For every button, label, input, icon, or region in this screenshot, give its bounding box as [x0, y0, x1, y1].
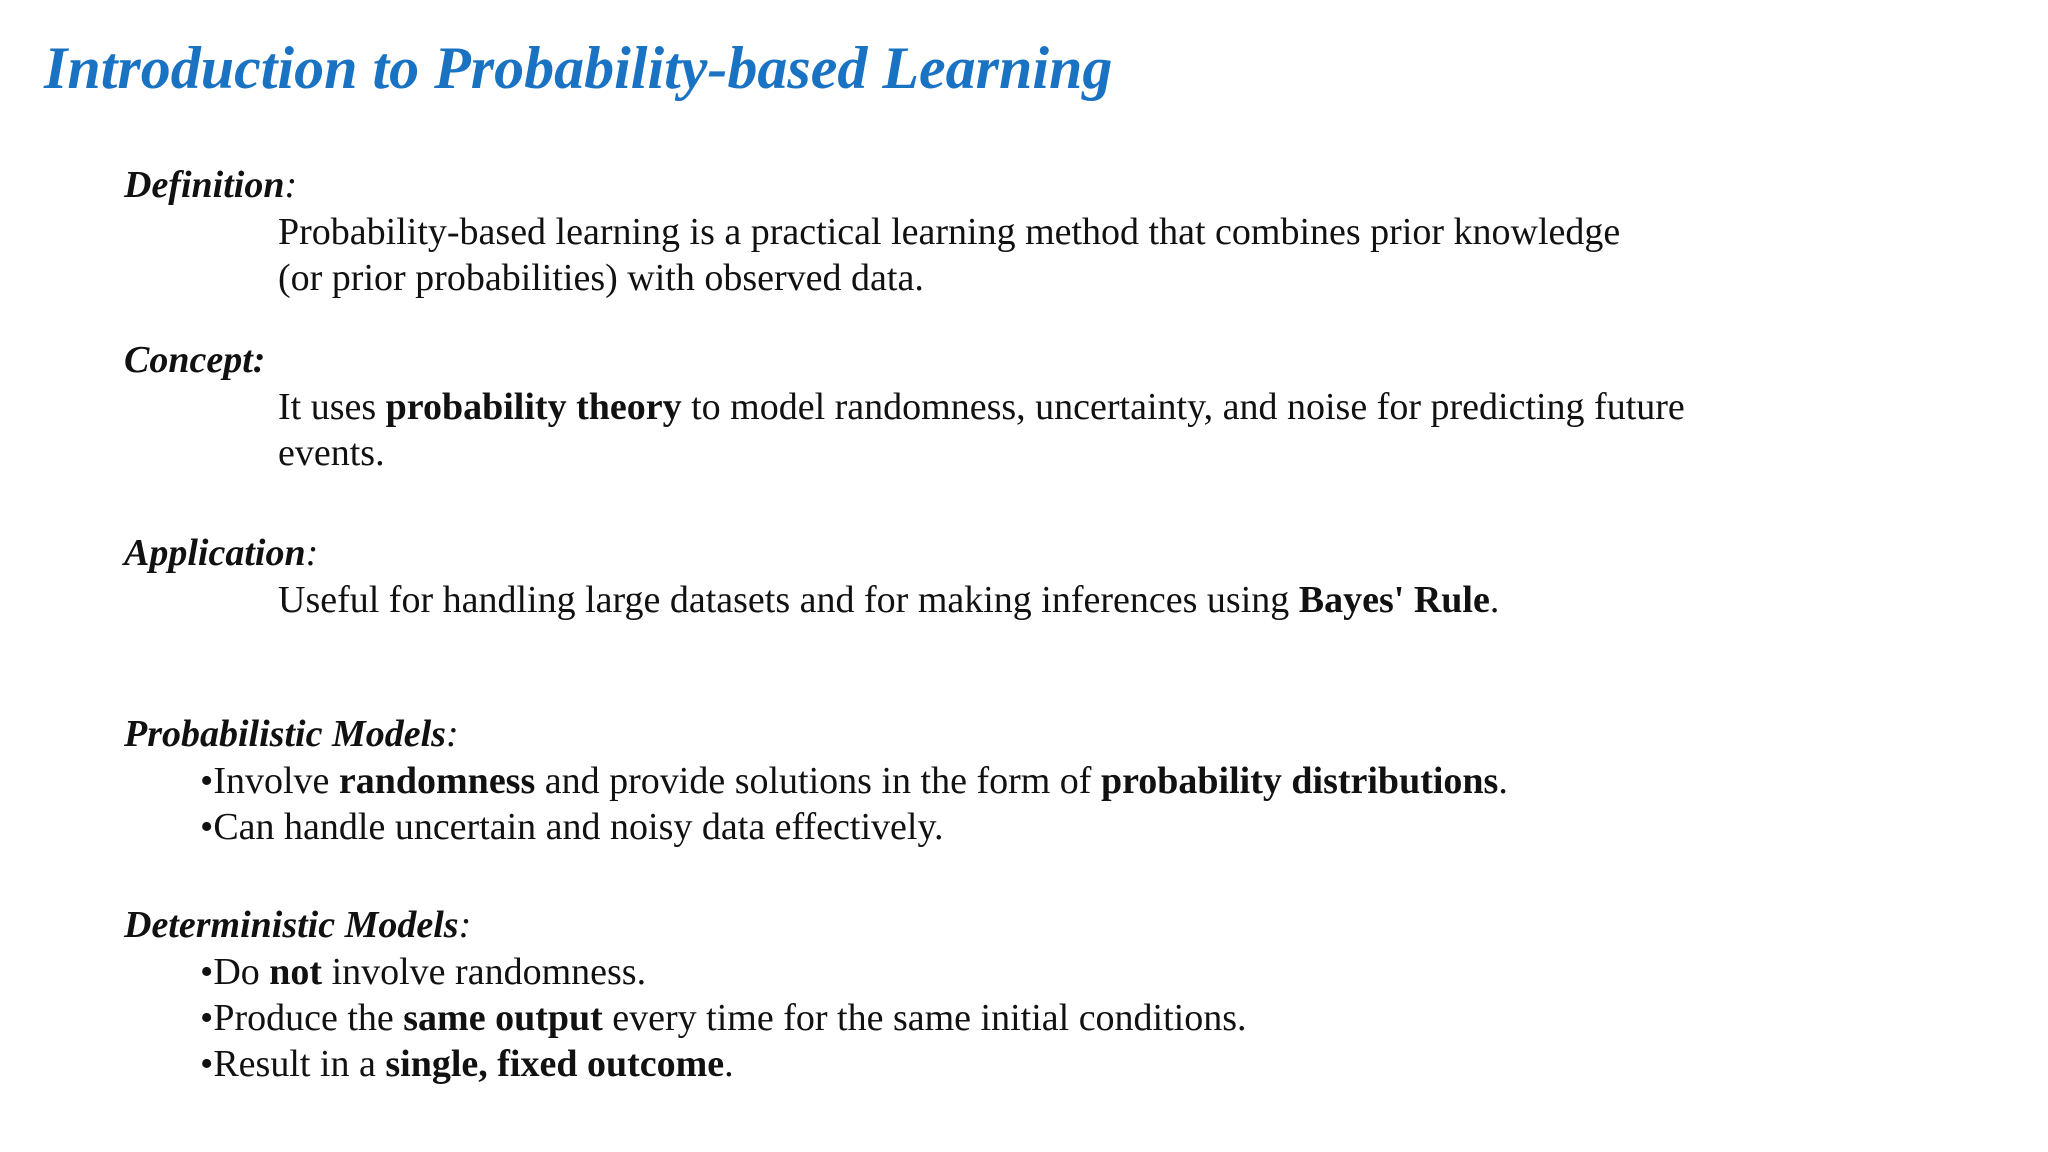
deterministic-bullet-3	[200, 1041, 734, 1087]
bullet-dot: •	[200, 1043, 214, 1085]
deterministic-models-label: Deterministic Models	[124, 904, 459, 946]
deterministic-b3-post: .	[724, 1043, 734, 1085]
probabilistic-b1-post: .	[1498, 760, 1508, 802]
application-text-bold: Bayes' Rule	[1298, 579, 1490, 621]
concept-heading	[124, 337, 265, 383]
deterministic-b3-pre: Result in a	[213, 1043, 386, 1085]
deterministic-b2-post: every time for the same initial conditions.	[602, 997, 1247, 1039]
deterministic-models-colon: :	[458, 904, 472, 946]
definition-text-line-2: (or prior probabilities) with observed data.	[278, 257, 924, 299]
bullet-dot: •	[200, 951, 214, 993]
probabilistic-b1-pre: Involve	[213, 760, 339, 802]
deterministic-b1-post: involve randomness.	[322, 951, 647, 993]
application-text-pre: Useful for handling large datasets and for making inferences using	[278, 579, 1299, 621]
probabilistic-b2-text: Can handle uncertain and noisy data effectively.	[213, 806, 944, 848]
concept-text-bold: probability theory	[385, 386, 682, 428]
application-label: Application	[124, 532, 306, 574]
application-colon: :	[305, 532, 319, 574]
definition-label: Definition	[124, 164, 285, 206]
page-title: Introduction to Probability-based Learning	[44, 35, 1113, 101]
probabilistic-models-colon: :	[445, 713, 459, 755]
application-text-post: .	[1489, 579, 1500, 621]
definition-colon: :	[284, 164, 298, 206]
bullet-dot: •	[200, 997, 214, 1039]
concept-text-post: to model randomness, uncertainty, and noise for predicting future	[681, 386, 1685, 428]
deterministic-b1-bold: not	[269, 951, 323, 993]
deterministic-bullet-2	[200, 995, 1247, 1041]
probabilistic-bullet-1	[200, 758, 1508, 804]
probabilistic-bullet-2	[200, 804, 943, 850]
deterministic-bullet-1	[200, 949, 646, 995]
bullet-dot: •	[200, 806, 214, 848]
definition-heading	[124, 162, 297, 208]
deterministic-b2-pre: Produce the	[213, 997, 404, 1039]
deterministic-b1-pre: Do	[213, 951, 270, 993]
bullet-dot: •	[200, 760, 214, 802]
concept-text-line-2: events.	[278, 432, 385, 474]
probabilistic-models-heading	[124, 711, 459, 757]
concept-label: Concept	[124, 339, 253, 381]
deterministic-b3-bold: single, fixed outcome	[385, 1043, 725, 1085]
probabilistic-b1-mid: and provide solutions in the form of	[535, 760, 1101, 802]
deterministic-b2-bold: same output	[403, 997, 603, 1039]
deterministic-models-heading	[124, 902, 471, 948]
concept-colon: :	[252, 339, 266, 381]
application-heading	[124, 530, 318, 576]
concept-text-line-1	[278, 384, 1685, 430]
application-text-line-1	[278, 577, 1499, 623]
probabilistic-b1-bold-2: probability distributions	[1100, 760, 1499, 802]
probabilistic-models-label: Probabilistic Models	[124, 713, 446, 755]
probabilistic-b1-bold-1: randomness	[338, 760, 536, 802]
definition-text-line-1: Probability-based learning is a practical learning method that combines prior knowledge	[278, 211, 1621, 253]
concept-text-pre: It uses	[278, 386, 386, 428]
